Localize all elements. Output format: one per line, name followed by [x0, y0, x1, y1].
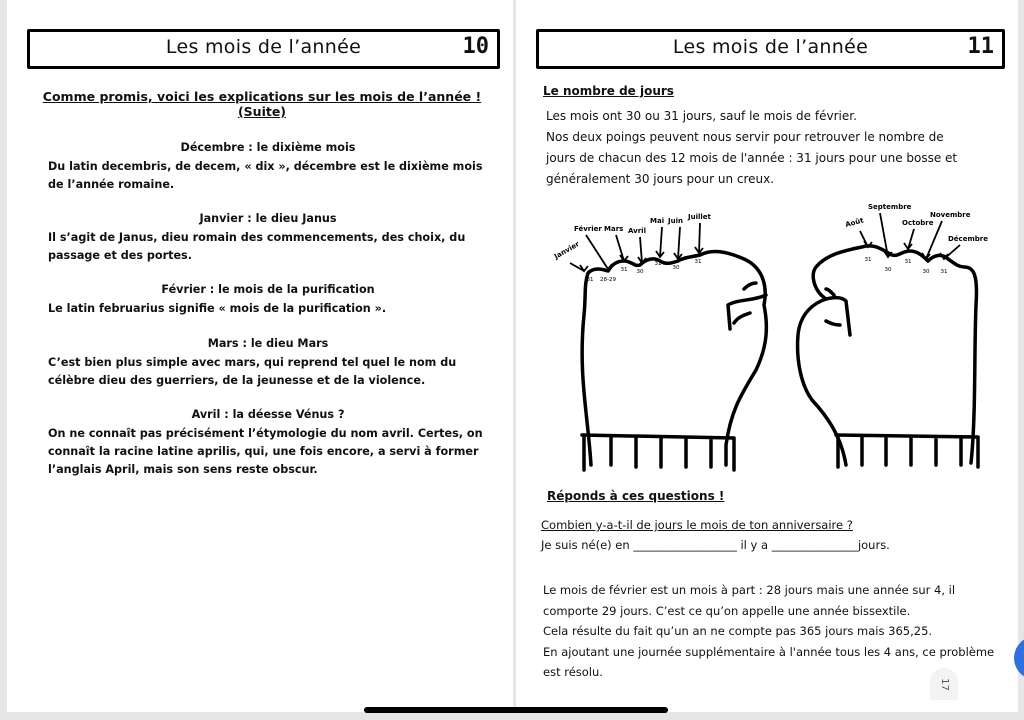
section-title: Mars : le dieu Mars: [207, 337, 329, 350]
question-text: Combien y-a-t-il de jours le mois de ton anniversaire ?: [541, 518, 853, 532]
section-title: Février : le mois de la purification: [161, 283, 375, 296]
left-fist-month-label: Juin: [668, 217, 683, 225]
left-fist-outline: [582, 252, 766, 465]
right-fist-day-count: 31: [940, 269, 948, 275]
section-heading: Le nombre de jours: [543, 84, 674, 98]
left-fist-month-label: Janvier: [553, 240, 581, 261]
right-fist-day-count: 30: [922, 269, 930, 275]
right-fist-sleeve: [836, 435, 978, 467]
right-fist-arrow-icon: [904, 229, 914, 249]
fists-illustration: [516, 195, 1018, 475]
paragraph-line: comporte 29 jours. C’est ce qu’on appelle une année bissextile.: [543, 603, 911, 618]
intro-line: jours de chacun des 12 mois de l'année : 31 jours pour une bosse et: [546, 151, 958, 165]
page-indicator-badge[interactable]: [930, 668, 958, 700]
paragraph-line: Le mois de février est un mois à part : 28 jours mais une année sur 4, il: [543, 583, 956, 597]
left-fist-arrow-icon: [695, 223, 703, 253]
right-fist-arrow-icon: [860, 231, 872, 247]
section-janvier: [48, 210, 488, 265]
left-fist-thumb: [728, 283, 766, 329]
page-number: 10: [462, 34, 489, 59]
left-fist-arrow-icon: [638, 237, 646, 263]
page-header-title: Les mois de l’année: [165, 36, 362, 58]
left-fist-arrow-icon: [570, 263, 588, 271]
left-page: [7, 0, 513, 712]
left-fist-day-count: 28-29: [600, 277, 616, 283]
page-number: 11: [967, 34, 994, 59]
right-fist-month-label: Août: [844, 216, 865, 229]
left-fist-day-count: 31: [654, 261, 662, 267]
paragraph-line: Cela résulte du fait qu’un an ne compte pas 365 jours mais 365,25.: [543, 624, 933, 638]
intro-line: Nos deux poings peuvent nous servir pour retrouver le nombre de: [546, 130, 944, 144]
section-title: Décembre : le dixième mois: [180, 141, 356, 154]
left-fist-arrow-icon: [616, 235, 628, 261]
right-fist-outline: [798, 246, 977, 465]
left-fist-month-label: Juillet: [688, 213, 711, 221]
left-fist-arrow-icon: [674, 227, 682, 259]
intro-paragraph: [546, 106, 1006, 190]
section-body: C’est bien plus simple avec mars, qui reprend tel quel le nom du célèbre dieu des guerriers, de la jeunesse et de la violence.: [48, 356, 457, 387]
intro-title: Comme promis, voici les explications sur les mois de l’année ! (Suite): [42, 89, 482, 119]
section-body: On ne connaît pas précisément l’étymologie du nom avril. Certes, on connaît la racine latine aprilis, qui, une fois encore, a servi à former l’anglais April, mais son sens reste obscur.: [48, 427, 483, 476]
page-indicator-number: 17: [938, 677, 950, 691]
left-fist-day-count: 31: [620, 267, 628, 273]
intro-line: Les mois ont 30 ou 31 jours, sauf le mois de février.: [546, 109, 857, 123]
left-fist-month-label: Mai: [650, 217, 665, 225]
section-title: Janvier : le dieu Janus: [199, 212, 337, 225]
right-page: [516, 0, 1018, 712]
left-fist-day-count: 31: [586, 277, 594, 283]
section-body: Il s’agit de Janus, dieu romain des commencements, des choix, du passage et des portes.: [48, 231, 466, 262]
right-fist-month-label: Septembre: [868, 203, 912, 211]
section-mars: [48, 335, 488, 390]
right-fist-day-count: 30: [884, 267, 892, 273]
left-fist-month-label: Mars: [604, 225, 624, 233]
section-body: Du latin decembris, de decem, « dix », décembre est le dixième mois de l’année romaine.: [48, 160, 483, 191]
home-indicator[interactable]: [364, 707, 668, 713]
left-fist-day-count: 30: [672, 265, 680, 271]
right-fist-month-label: Octobre: [902, 219, 934, 227]
right-fist-month-label: Décembre: [948, 235, 988, 243]
section-body: Le latin februarius signifie « mois de la purification ».: [48, 302, 387, 315]
paragraph-line: En ajoutant une journée supplémentaire à l'année tous les 4 ans, ce problème: [543, 644, 995, 659]
section-decembre: [48, 139, 488, 194]
left-fist-month-label: Avril: [628, 227, 646, 235]
right-fist-month-label: Novembre: [930, 211, 971, 219]
answer-fill-in[interactable]: Je suis né(e) en __________________ il y a _______________jours.: [541, 538, 890, 552]
left-fist-day-count: 31: [694, 259, 702, 265]
section-fevrier: [48, 281, 488, 318]
page-header-box: [27, 29, 500, 69]
right-fist-thumb: [826, 289, 850, 335]
questions-heading: Réponds à ces questions !: [547, 489, 725, 503]
paragraph-line: est résolu.: [543, 665, 603, 679]
right-fist-arrow-icon: [940, 245, 960, 259]
section-avril: [48, 406, 488, 479]
section-title: Avril : la déesse Vénus ?: [191, 408, 345, 421]
left-fist-day-count: 30: [636, 269, 644, 275]
right-fist-day-count: 31: [864, 257, 872, 263]
left-fist-arrow-icon: [586, 235, 612, 269]
left-fist-month-label: Février: [574, 225, 602, 233]
page-header-title: Les mois de l’année: [672, 36, 869, 58]
right-fist-day-count: 31: [904, 259, 912, 265]
intro-line: généralement 30 jours pour un creux.: [546, 172, 775, 186]
page-header-box: [536, 29, 1005, 69]
left-fist-arrow-icon: [656, 227, 664, 257]
left-fist-sleeve: [582, 435, 734, 470]
bottom-strip: [0, 712, 1024, 720]
